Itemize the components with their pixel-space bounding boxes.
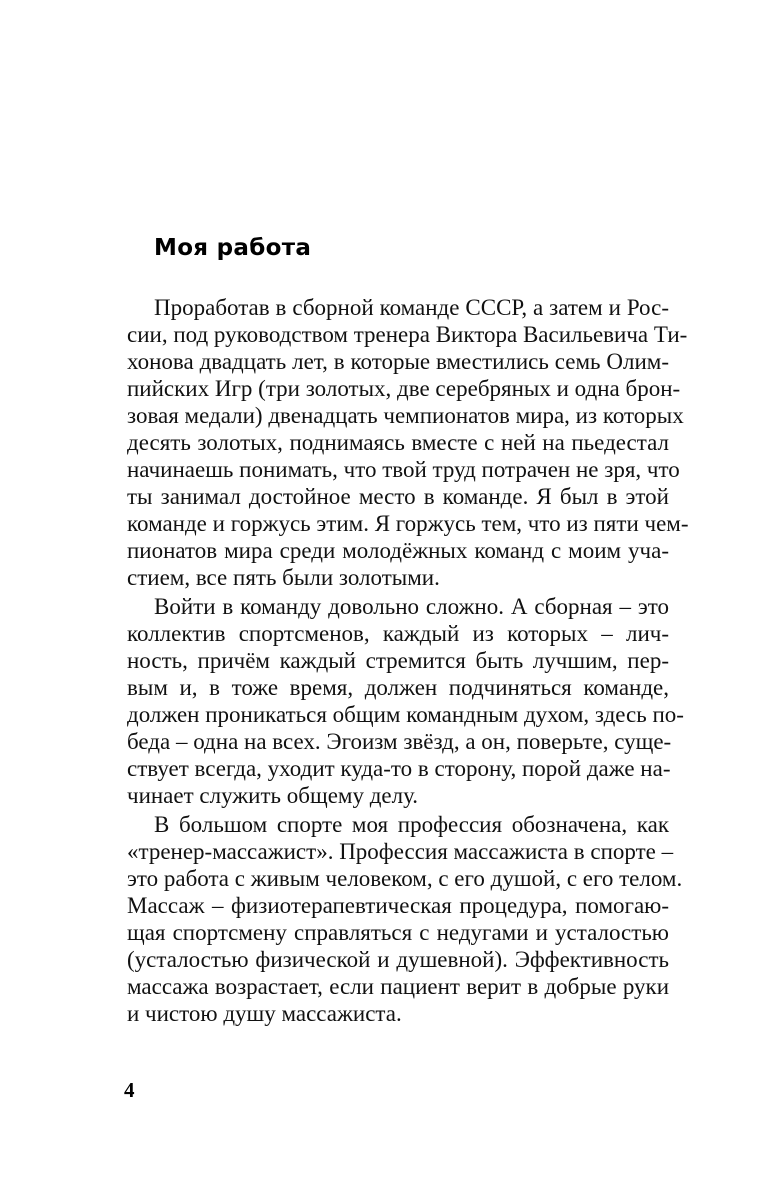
text-line: хонова двадцать лет, в которые вместились семь Олим- [127,349,669,374]
text-line: зовая медали) двенадцать чемпионатов мира, из которых [127,403,684,428]
text-line: десять золотых, поднимаясь вместе с ней на пьедестал [127,430,669,455]
text-line: стием, все пять были золотыми. [127,565,440,590]
text-line: ты занимал достойное место в команде. Я был в этой [127,484,669,509]
text-line: Массаж – физиотерапевтическая процедура, помогаю- [127,893,669,918]
text-line: массажа возрастает, если пациент верит в добрые руки [127,974,669,999]
text-line: В большом спорте моя профессия обозначена, как [154,812,669,837]
text-line: чинает служить общему делу. [127,783,419,808]
text-line: вым и, в тоже время, должен подчиняться команде, [127,675,669,700]
text-line: (усталостью физической и душевной). Эффективность [127,947,669,972]
text-line: ность, причём каждый стремится быть лучшим, пер- [127,648,669,673]
page-number: 4 [124,1078,135,1102]
text-line: Войти в команду довольно сложно. А сборная – это [154,594,669,619]
text-line: начинаешь понимать, что твой труд потрачен не зря, что [127,457,680,482]
text-line: сии, под руководством тренера Виктора Васильевича Ти- [127,322,688,347]
text-line: «тренер-массажист». Профессия массажиста в спорте – [127,839,674,864]
text-line: пионатов мира среди молодёжных команд с моим уча- [127,538,669,563]
chapter-heading: Моя работа [154,235,312,261]
text-line: и чистою душу массажиста. [127,1001,402,1026]
text-line: команде и горжусь этим. Я горжусь тем, что из пяти чем- [127,511,689,536]
text-line: щая спортсмену справляться с недугами и усталостью [127,920,669,945]
text-line: беда – одна на всех. Эгоизм звёзд, а он, поверьте, суще- [127,729,672,754]
text-line: пийских Игр (три золотых, две серебряных и одна брон- [127,376,681,401]
text-line: это работа с живым человеком, с его душой, с его телом. [127,866,683,891]
text-line: должен проникаться общим командным духом, здесь по- [127,702,684,727]
text-line: коллектив спортсменов, каждый из которых – лич- [127,621,669,646]
text-line: ствует всегда, уходит куда-то в сторону, порой даже на- [127,756,671,781]
text-line: Проработав в сборной команде СССР, а затем и Рос- [154,295,669,320]
